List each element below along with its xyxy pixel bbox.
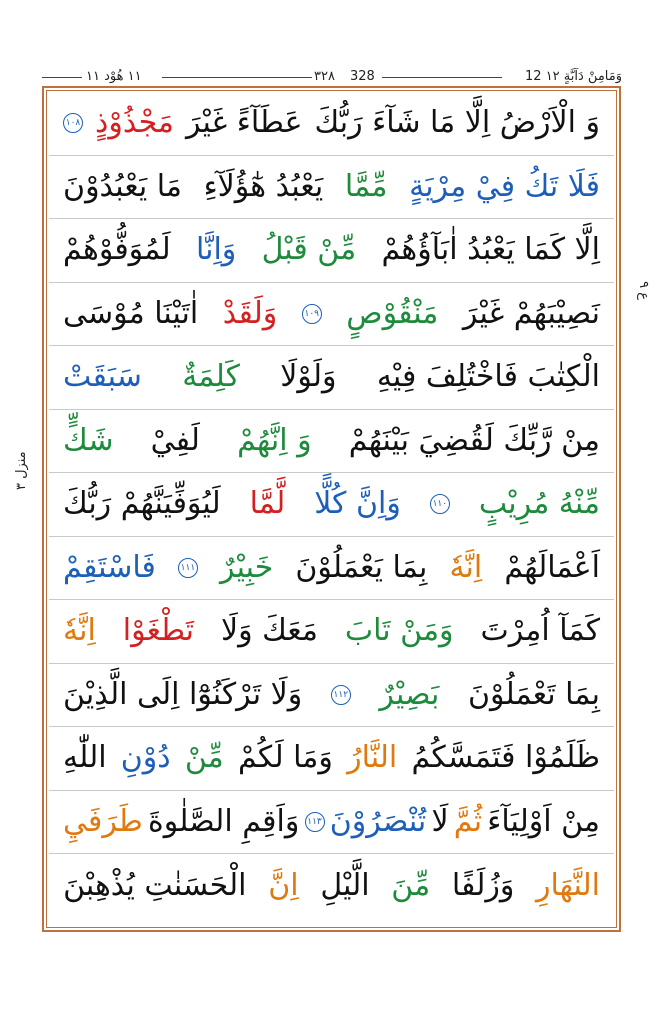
verse-word-group: بِمَا يَعْمَلُوْنَ (295, 549, 428, 585)
verse-word-group: مَنْقُوْصٍ (346, 295, 439, 331)
verse-word-group: كَمَآ اُمِرْتَ (480, 613, 600, 649)
verse-word-group: مِّنْهُ مُرِيْبٍ (478, 486, 600, 522)
header-rule-left (42, 77, 82, 78)
verse-word-group: مِّمَّا (344, 168, 388, 204)
verse-word-group: وَلَا تَرْكَنُوْٓا اِلَى الَّذِيْنَ (63, 676, 303, 712)
verse-line (49, 727, 614, 791)
verse-word-group: تُنْصَرُوْنَ (329, 803, 427, 839)
verse-word-group: فَلَا تَكُ فِيْ مِرْيَةٍ (409, 168, 600, 204)
verse-word-group: مِّنْ قَبْلُ (261, 232, 357, 268)
manzil-marker: منزل ٣ (14, 451, 29, 490)
verse-word-group: مَعَكَ وَلَا (220, 613, 318, 649)
para-name-label: 12 وَمَامِنْ دَآبَّةٍ ١٢ (525, 69, 622, 84)
verse-word-group: وَاِنَّ كُلًّا (314, 486, 401, 522)
verse-word-group: وَزُلَفًا (451, 867, 515, 903)
verse-word-group: وَلَقَدْ (222, 295, 278, 331)
verse-word-group: اِلَّا كَمَا يَعْبُدُ اٰبَآؤُهُمْ (381, 232, 600, 268)
verse-word-group: اٰتَيْنَا مُوْسَى (63, 295, 199, 331)
verse-word-group: اِنَّ (268, 867, 299, 903)
verse-line (49, 219, 614, 283)
verse-line (49, 791, 614, 855)
ayah-number-marker: ١١٣ (305, 812, 325, 832)
verse-line (49, 92, 614, 156)
verse-word-group: مَا يَعْبُدُوْنَ (63, 168, 182, 204)
ayah-number-marker: ١٠٩ (302, 304, 322, 324)
verse-word-group: وَلَوْلَا (280, 359, 337, 395)
verse-word-group: بِمَا تَعْمَلُوْنَ (468, 676, 600, 712)
verse-word-group: وَمَنْ تَابَ (344, 613, 454, 649)
verse-word-group: وَ الْاَرْضُ اِلَّا مَا شَآءَ رَبُّكَ (314, 105, 600, 141)
verse-word-group: وَاَقِمِ الصَّلٰوةَ (148, 803, 300, 839)
verse-word-group: اللّٰهِ (63, 740, 107, 776)
verse-word-group: مِنْ اَوْلِيَآءَ (487, 803, 600, 839)
verse-word-group: لَا (431, 803, 449, 839)
ayah-number-marker: ١١٢ (331, 685, 351, 705)
header-rule-mid-right (382, 77, 502, 78)
page-header (42, 68, 622, 86)
verse-word-group: مَجْذُوْذٍ (94, 105, 174, 141)
verse-word-group: طَرَفَيِ (63, 803, 143, 839)
verse-line (49, 600, 614, 664)
verse-line (49, 473, 614, 537)
header-rule-mid-left (162, 77, 312, 78)
verse-word-group: اِنَّهٗ (449, 549, 483, 585)
verse-word-group: لَيُوَفِّيَنَّهُمْ رَبُّكَ (63, 486, 221, 522)
verse-line (49, 346, 614, 410)
verse-line (49, 156, 614, 220)
verse-word-group: وَمَا لَكُمْ (237, 740, 333, 776)
verse-line (49, 854, 614, 918)
verse-line (49, 283, 614, 347)
verse-word-group: وَ اِنَّهُمْ (237, 422, 312, 458)
verse-word-group: اِنَّهٗ (63, 613, 96, 649)
verse-word-group: تَطْغَوْا (122, 613, 195, 649)
verse-word-group: مِّنَ (391, 867, 431, 903)
verse-word-group: فَاسْتَقِمْ (63, 549, 156, 585)
surah-name-label: ١١ هُوْد ١١ (86, 69, 142, 84)
verse-line (49, 537, 614, 601)
verse-word-group: ظَلَمُوْا فَتَمَسَّكُمُ (411, 740, 600, 776)
verse-word-group: مِنْ رَّبِّكَ لَقُضِيَ بَيْنَهُمْ (348, 422, 600, 458)
verse-word-group: النَّارُ (347, 740, 398, 776)
verse-word-group: عَطَآءً غَيْرَ (185, 105, 303, 141)
verse-word-group: الْكِتٰبَ فَاخْتُلِفَ فِيْهِ (376, 359, 600, 395)
verse-word-group: الَّيْلِ (320, 867, 370, 903)
verse-word-group: كَلِمَةٌ (182, 359, 240, 395)
verse-word-group: لَفِيْ (150, 422, 200, 458)
verse-word-group: سَبَقَتْ (63, 359, 142, 395)
verse-word-group: يَعْبُدُ هٰٓؤُلَآءِ (203, 168, 324, 204)
verse-word-group: شَكٍّ (63, 422, 114, 458)
verse-lines (49, 92, 614, 926)
ayah-number-marker: ١٠٨ (63, 113, 83, 133)
verse-word-group: لَّمَّا (249, 486, 286, 522)
verse-word-group: دُوْنِ (120, 740, 171, 776)
verse-word-group: ثُمَّ (453, 803, 483, 839)
verse-word-group: الْحَسَنٰتِ يُذْهِبْنَ (63, 867, 247, 903)
ayah-number-marker: ١١١ (178, 558, 198, 578)
verse-word-group: مِّنْ (184, 740, 224, 776)
verse-line (49, 664, 614, 728)
ruku-marker: ع ٩ (636, 281, 651, 300)
verse-word-group: بَصِيْرٌ (379, 676, 440, 712)
text-frame (42, 86, 621, 932)
verse-line (49, 410, 614, 474)
page-number: 328 (350, 69, 375, 84)
page-number-urdu: ٣٢٨ (314, 69, 335, 84)
verse-word-group: لَمُوَفُّوْهُمْ (63, 232, 171, 268)
verse-word-group: خَبِيْرٌ (220, 549, 274, 585)
verse-word-group: النَّهَارِ (536, 867, 600, 903)
verse-word-group: نَصِيْبَهُمْ غَيْرَ (462, 295, 600, 331)
verse-word-group: اَعْمَالَهُمْ (504, 549, 600, 585)
ayah-number-marker: ١١٠ (430, 494, 450, 514)
verse-word-group: وَاِنَّا (195, 232, 237, 268)
